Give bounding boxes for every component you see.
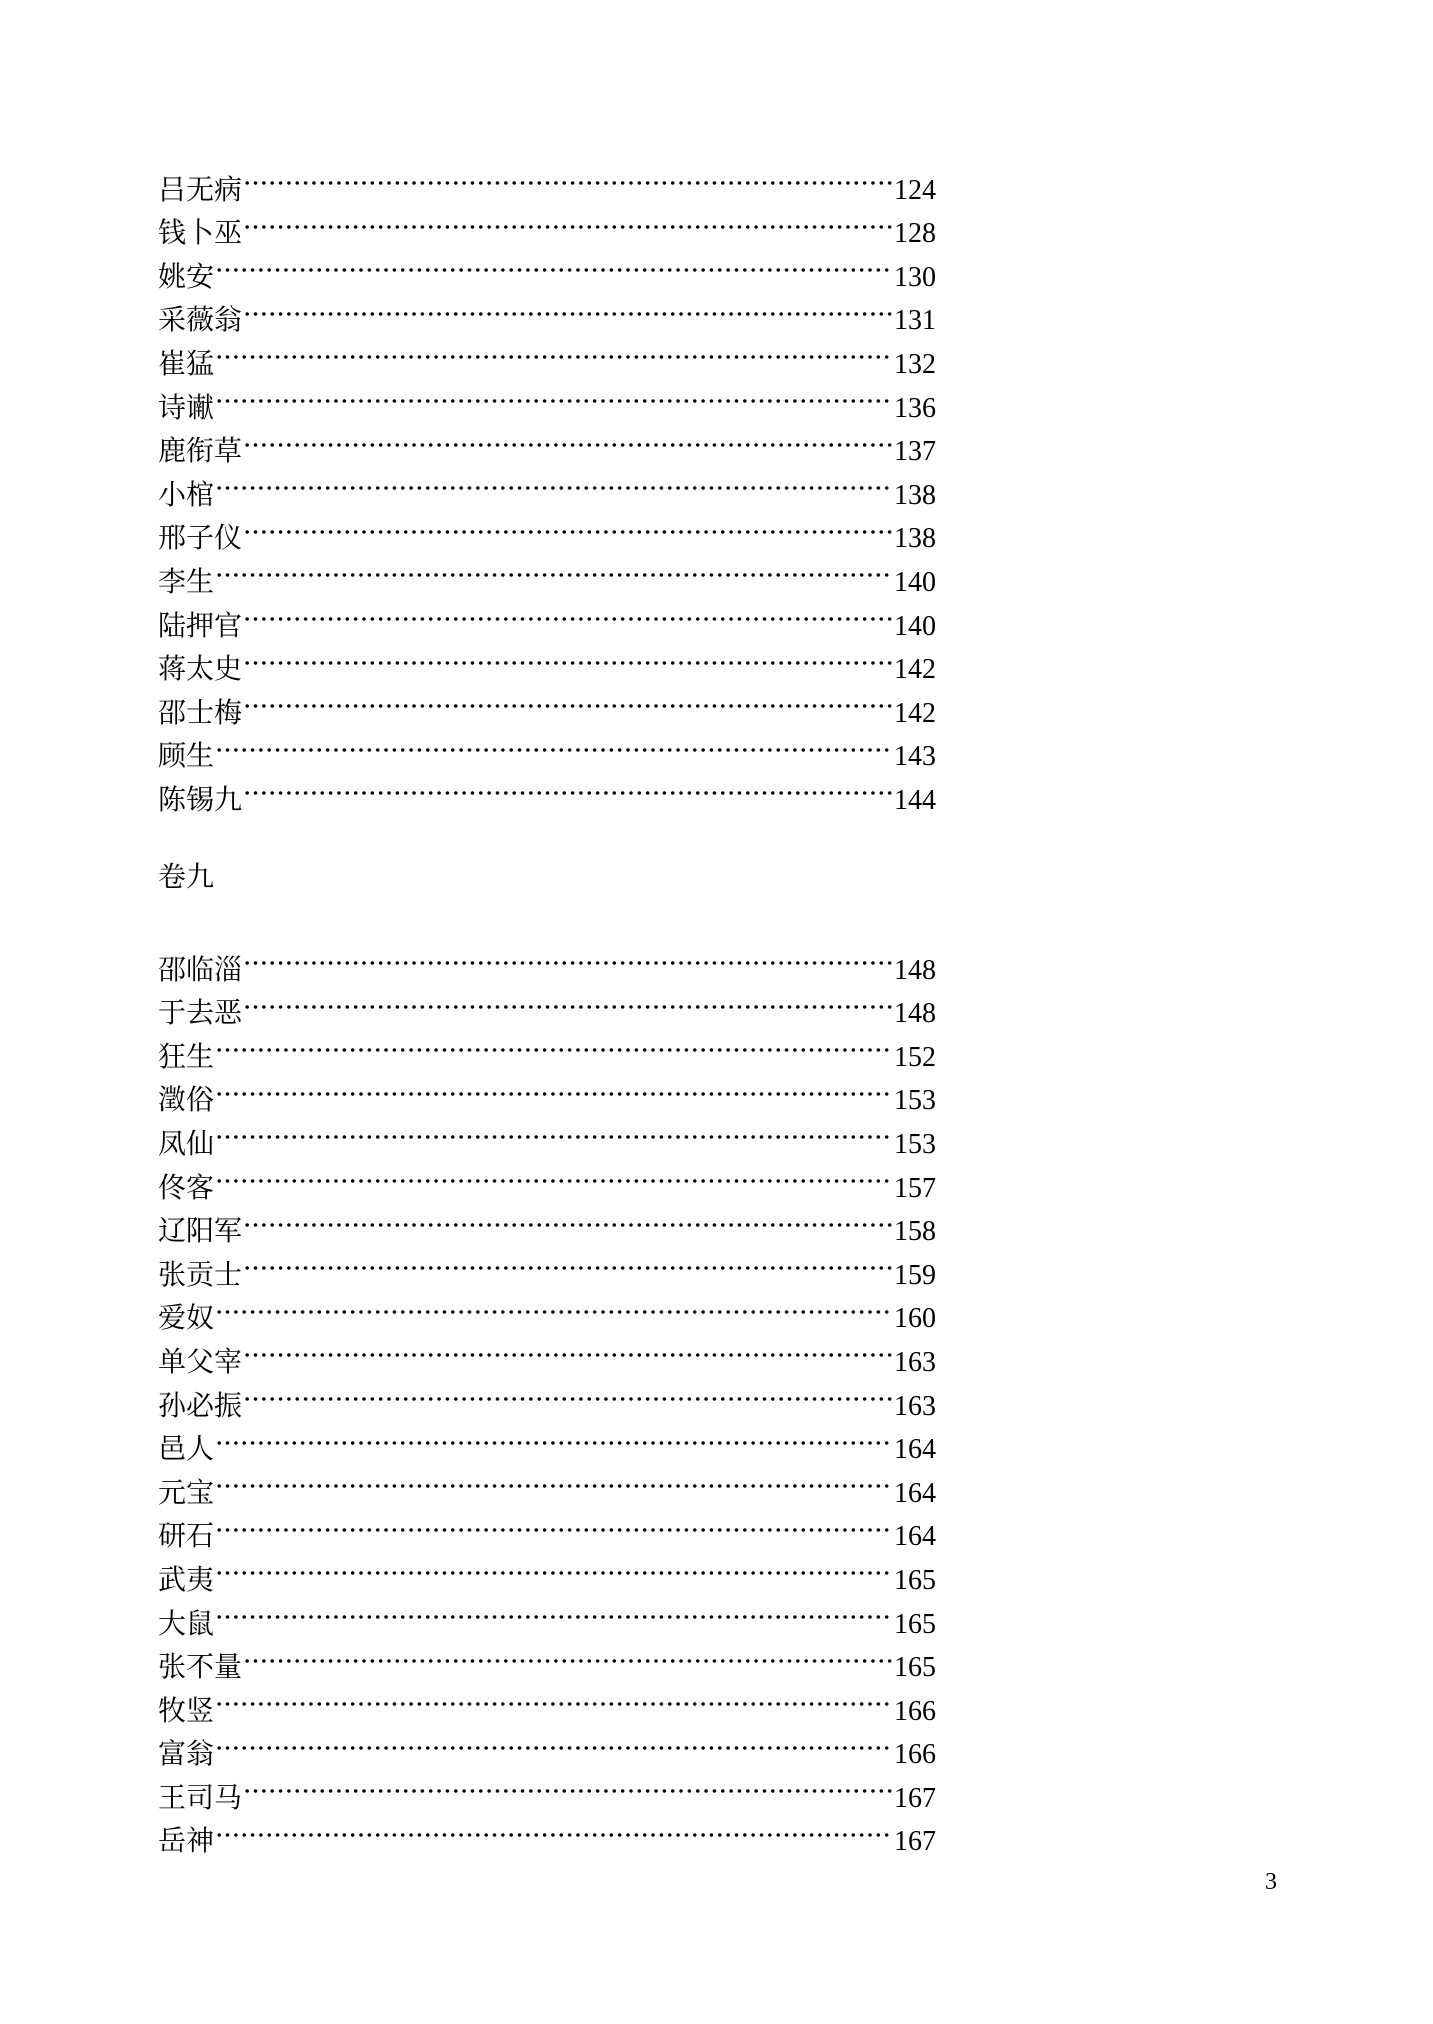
toc-entry-page-number: 165 bbox=[894, 1652, 936, 1684]
dot-leader bbox=[243, 765, 893, 809]
toc-entry-title: 王司马 bbox=[158, 1780, 243, 1814]
toc-entry[interactable] bbox=[158, 722, 936, 773]
toc-entry[interactable] bbox=[158, 765, 936, 816]
dot-leader bbox=[215, 242, 893, 286]
toc-entry-title: 诗谳 bbox=[158, 390, 215, 424]
toc-entry[interactable] bbox=[158, 678, 936, 729]
toc-entry[interactable] bbox=[158, 935, 936, 986]
toc-entry-page-number: 128 bbox=[894, 218, 936, 250]
toc-entry[interactable] bbox=[158, 1458, 936, 1509]
toc-entry-page-number: 163 bbox=[894, 1390, 936, 1422]
toc-entry-title: 崔猛 bbox=[158, 346, 215, 380]
toc-entry[interactable] bbox=[158, 1240, 936, 1291]
toc-entry[interactable] bbox=[158, 1502, 936, 1553]
toc-entry[interactable] bbox=[158, 1284, 936, 1335]
dot-leader bbox=[215, 460, 893, 504]
dot-leader bbox=[215, 1284, 893, 1328]
toc-entry-title: 采薇翁 bbox=[158, 303, 243, 337]
toc-entry[interactable] bbox=[158, 504, 936, 555]
toc-entry-page-number: 142 bbox=[894, 697, 936, 729]
toc-entry-page-number: 153 bbox=[894, 1085, 936, 1117]
toc-entry-title: 辽阳军 bbox=[158, 1214, 243, 1248]
toc-entry[interactable] bbox=[158, 635, 936, 686]
toc-entry-page-number: 166 bbox=[894, 1695, 936, 1727]
toc-entry[interactable] bbox=[158, 329, 936, 380]
toc-entry[interactable] bbox=[158, 286, 936, 337]
toc-entry-title: 牧竖 bbox=[158, 1693, 215, 1727]
toc-entry-page-number: 163 bbox=[894, 1346, 936, 1378]
toc-entry[interactable] bbox=[158, 1197, 936, 1248]
toc-entry[interactable] bbox=[158, 1807, 936, 1858]
toc-entry-page-number: 164 bbox=[894, 1477, 936, 1509]
toc-entry[interactable] bbox=[158, 1022, 936, 1073]
dot-leader bbox=[243, 979, 893, 1023]
toc-entry-title: 大鼠 bbox=[158, 1606, 215, 1640]
toc-entry[interactable] bbox=[158, 460, 936, 511]
dot-leader bbox=[243, 1371, 893, 1415]
dot-leader bbox=[215, 329, 893, 373]
toc-entry-page-number: 142 bbox=[894, 654, 936, 686]
toc-entry[interactable] bbox=[158, 547, 936, 598]
toc-entry[interactable] bbox=[158, 1371, 936, 1422]
dot-leader bbox=[215, 1589, 893, 1633]
toc-entry-title: 小棺 bbox=[158, 477, 215, 511]
toc-entry-title: 爱奴 bbox=[158, 1301, 215, 1335]
toc-entry-page-number: 136 bbox=[894, 392, 936, 424]
toc-entry-page-number: 167 bbox=[894, 1826, 936, 1858]
dot-leader bbox=[215, 1807, 893, 1851]
toc-entry-page-number: 158 bbox=[894, 1216, 936, 1248]
toc-entry-title: 佟客 bbox=[158, 1170, 215, 1204]
toc-entry-page-number: 166 bbox=[894, 1739, 936, 1771]
toc-entry[interactable] bbox=[158, 1763, 936, 1814]
toc-entry-page-number: 138 bbox=[894, 523, 936, 555]
toc-entry-page-number: 164 bbox=[894, 1521, 936, 1553]
toc-list-group-2 bbox=[158, 935, 936, 1858]
toc-entry-title: 陈锡九 bbox=[158, 782, 243, 816]
dot-leader bbox=[243, 1763, 893, 1807]
page-number: 3 bbox=[1265, 1869, 1277, 1895]
toc-entry-page-number: 148 bbox=[894, 998, 936, 1030]
toc-entry-page-number: 144 bbox=[894, 784, 936, 816]
toc-entry-page-number: 165 bbox=[894, 1608, 936, 1640]
dot-leader bbox=[243, 199, 893, 243]
toc-entry-title: 邢子仪 bbox=[158, 521, 243, 555]
toc-entry[interactable] bbox=[158, 1589, 936, 1640]
toc-entry[interactable] bbox=[158, 979, 936, 1030]
toc-entry-title: 凤仙 bbox=[158, 1126, 215, 1160]
dot-leader bbox=[243, 591, 893, 635]
toc-entry-page-number: 140 bbox=[894, 566, 936, 598]
toc-entry[interactable] bbox=[158, 1415, 936, 1466]
dot-leader bbox=[243, 1633, 893, 1677]
toc-entry-title: 钱卜巫 bbox=[158, 216, 243, 250]
dot-leader bbox=[243, 935, 893, 979]
toc-entry-title: 邵临淄 bbox=[158, 952, 243, 986]
dot-leader bbox=[215, 1022, 893, 1066]
toc-entry-page-number: 167 bbox=[894, 1782, 936, 1814]
toc-entry-title: 鹿衔草 bbox=[158, 434, 243, 468]
dot-leader bbox=[215, 1153, 893, 1197]
toc-entry-page-number: 131 bbox=[894, 305, 936, 337]
toc-entry-title: 元宝 bbox=[158, 1475, 215, 1509]
dot-leader bbox=[215, 722, 893, 766]
toc-entry[interactable] bbox=[158, 1676, 936, 1727]
toc-entry-title: 邑人 bbox=[158, 1432, 215, 1466]
toc-entry-page-number: 124 bbox=[894, 174, 936, 206]
toc-entry[interactable] bbox=[158, 1153, 936, 1204]
toc-entry-page-number: 130 bbox=[894, 261, 936, 293]
toc-entry[interactable] bbox=[158, 242, 936, 293]
toc-entry-title: 姚安 bbox=[158, 259, 215, 293]
toc-entry-page-number: 159 bbox=[894, 1259, 936, 1291]
toc-entry-title: 于去恶 bbox=[158, 996, 243, 1030]
toc-entry-title: 岳神 bbox=[158, 1824, 215, 1858]
toc-entry[interactable] bbox=[158, 155, 936, 206]
toc-entry-title: 陆押官 bbox=[158, 608, 243, 642]
toc-entry-page-number: 132 bbox=[894, 348, 936, 380]
dot-leader bbox=[215, 1720, 893, 1764]
dot-leader bbox=[215, 373, 893, 417]
dot-leader bbox=[243, 1240, 893, 1284]
toc-entry-title: 澂俗 bbox=[158, 1083, 215, 1117]
dot-leader bbox=[215, 1502, 893, 1546]
dot-leader bbox=[243, 417, 893, 461]
dot-leader bbox=[215, 1415, 893, 1459]
dot-leader bbox=[215, 1066, 893, 1110]
toc-entry[interactable] bbox=[158, 1633, 936, 1684]
toc-list-group-1 bbox=[158, 155, 936, 816]
toc-entry[interactable] bbox=[158, 199, 936, 250]
toc-entry[interactable] bbox=[158, 417, 936, 468]
toc-entry-page-number: 157 bbox=[894, 1172, 936, 1204]
toc-entry[interactable] bbox=[158, 1327, 936, 1378]
toc-entry-page-number: 138 bbox=[894, 479, 936, 511]
toc-entry-title: 研石 bbox=[158, 1519, 215, 1553]
toc-entry-page-number: 152 bbox=[894, 1041, 936, 1073]
dot-leader bbox=[215, 1109, 893, 1153]
dot-leader bbox=[243, 504, 893, 548]
toc-entry-title: 狂生 bbox=[158, 1039, 215, 1073]
dot-leader bbox=[243, 1197, 893, 1241]
toc-entry-title: 邵士梅 bbox=[158, 695, 243, 729]
dot-leader bbox=[243, 635, 893, 679]
toc-entry[interactable] bbox=[158, 373, 936, 424]
toc-entry-page-number: 165 bbox=[894, 1564, 936, 1596]
toc-entry-title: 张贡士 bbox=[158, 1257, 243, 1291]
toc-entry-title: 蒋太史 bbox=[158, 652, 243, 686]
toc-entry[interactable] bbox=[158, 1066, 936, 1117]
toc-entry-title: 武夷 bbox=[158, 1562, 215, 1596]
dot-leader bbox=[243, 286, 893, 330]
toc-entry[interactable] bbox=[158, 591, 936, 642]
dot-leader bbox=[215, 1545, 893, 1589]
toc-entry-title: 张不量 bbox=[158, 1650, 243, 1684]
toc-entry-title: 李生 bbox=[158, 564, 215, 598]
toc-entry-title: 单父宰 bbox=[158, 1344, 243, 1378]
toc-entry-title: 富翁 bbox=[158, 1737, 215, 1771]
toc-entry[interactable] bbox=[158, 1109, 936, 1160]
toc-entry-page-number: 148 bbox=[894, 954, 936, 986]
dot-leader bbox=[215, 1676, 893, 1720]
dot-leader bbox=[215, 547, 893, 591]
toc-entry-title: 顾生 bbox=[158, 739, 215, 773]
toc-entry-page-number: 137 bbox=[894, 436, 936, 468]
toc-entry-page-number: 160 bbox=[894, 1303, 936, 1335]
toc-entry[interactable] bbox=[158, 1720, 936, 1771]
toc-entry-page-number: 140 bbox=[894, 610, 936, 642]
dot-leader bbox=[215, 1458, 893, 1502]
toc-entry[interactable] bbox=[158, 1545, 936, 1596]
toc-entry-page-number: 164 bbox=[894, 1434, 936, 1466]
toc-entry-page-number: 143 bbox=[894, 741, 936, 773]
dot-leader bbox=[243, 1327, 893, 1371]
dot-leader bbox=[243, 155, 893, 199]
section-heading: 卷九 bbox=[158, 860, 215, 893]
dot-leader bbox=[243, 678, 893, 722]
toc-entry-page-number: 153 bbox=[894, 1128, 936, 1160]
toc-entry-title: 吕无病 bbox=[158, 172, 243, 206]
toc-entry-title: 孙必振 bbox=[158, 1388, 243, 1422]
